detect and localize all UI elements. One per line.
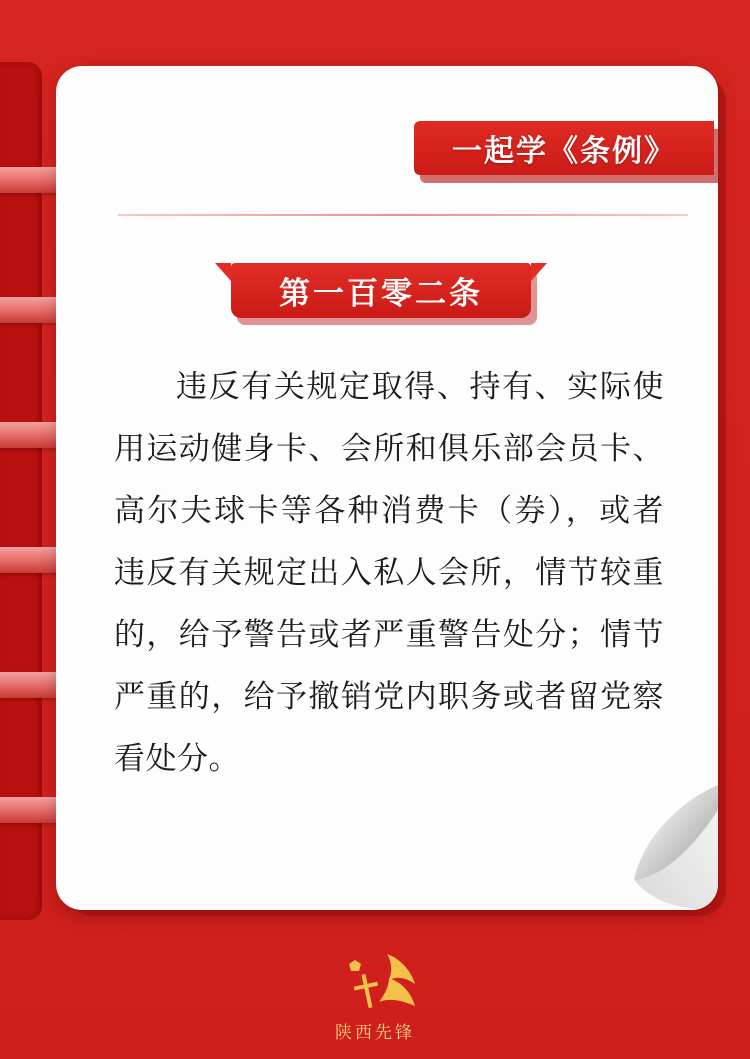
article-body-text: 违反有关规定取得、持有、实际使用运动健身卡、会所和俱乐部会员卡、高尔夫球卡等各种消费卡（券），或者违反有关规定出入私人会所，情节较重的，给予警告或者严重警告处分；情节严重的，给予撤销党内职务或者留党察看处分。 — [114, 369, 664, 777]
content-card — [56, 66, 718, 910]
title-ribbon — [414, 121, 718, 179]
title-ribbon-label: 一起学《条例》 — [414, 121, 714, 175]
party-emblem-icon — [327, 948, 423, 1016]
footer — [0, 948, 750, 1043]
article-number-label: 第一百零二条 — [231, 263, 531, 318]
divider — [118, 214, 688, 216]
page-curl-icon — [538, 730, 718, 910]
article-number-banner — [231, 263, 541, 325]
footer-brand-label: 陕西先锋 — [335, 1023, 415, 1043]
